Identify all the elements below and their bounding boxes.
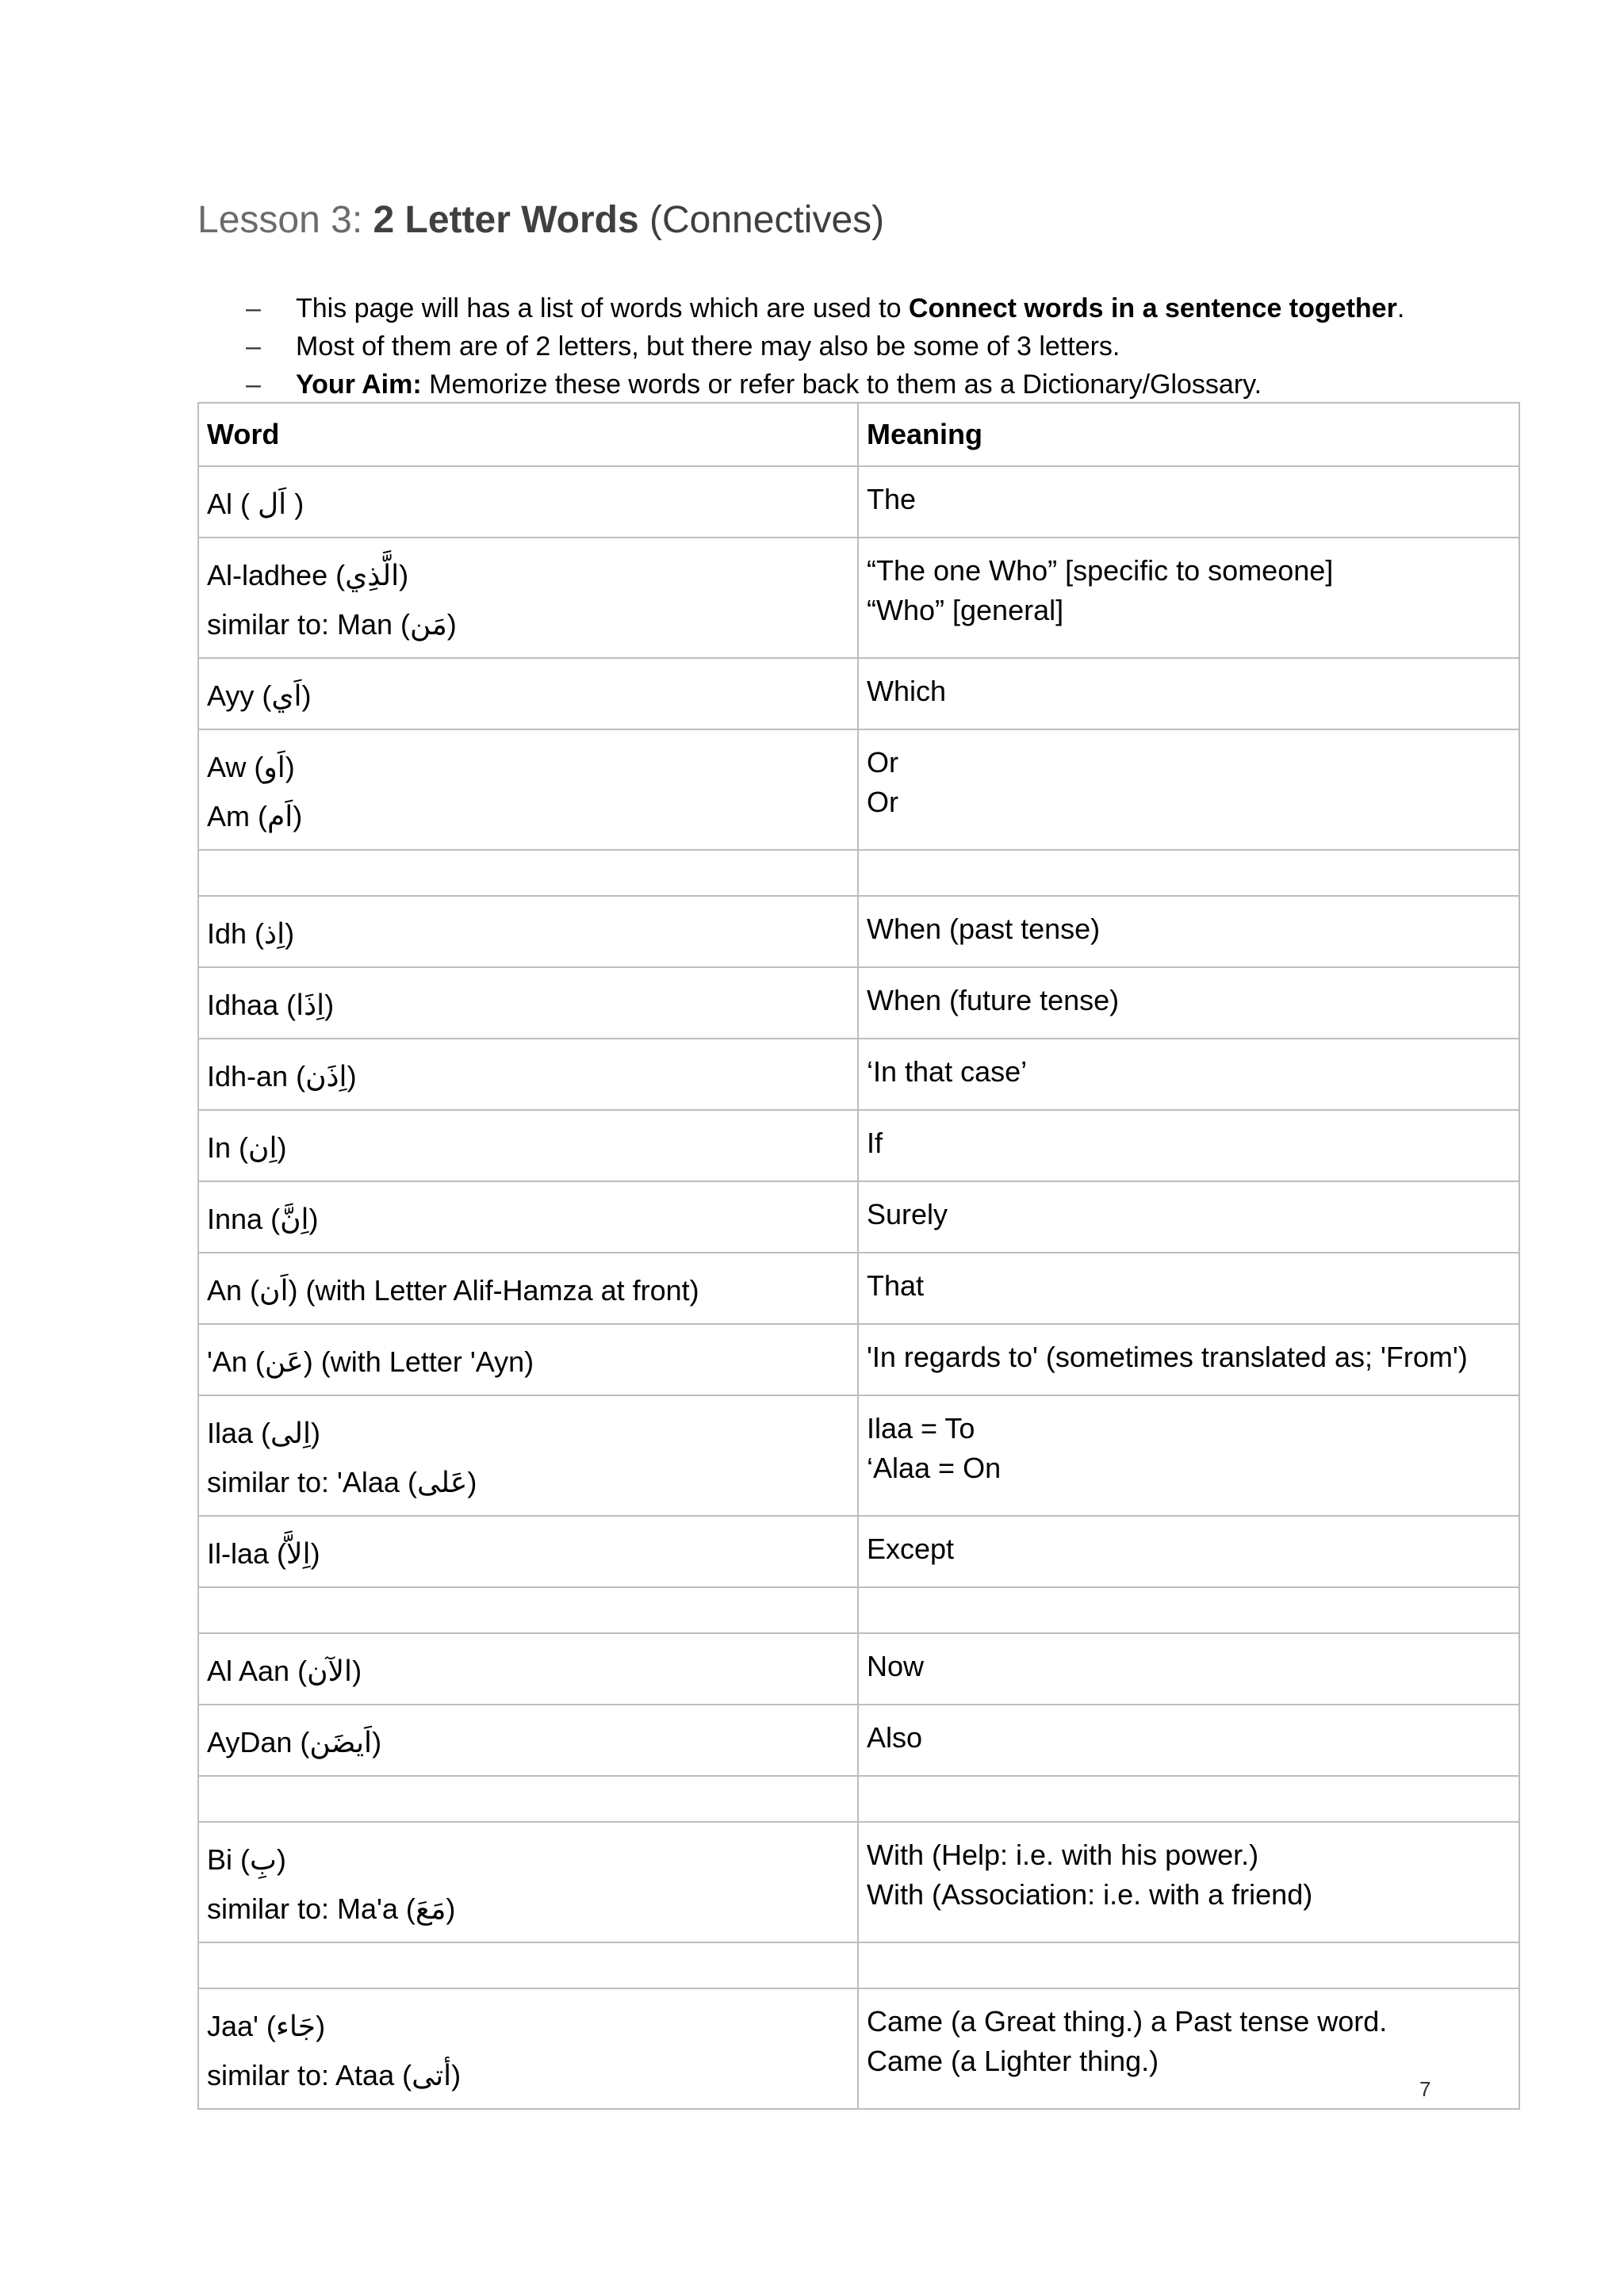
page-number: 7 xyxy=(1419,2077,1431,2101)
meaning-cell xyxy=(858,967,1519,1039)
column-header-meaning: Meaning xyxy=(858,403,1519,466)
table-row xyxy=(198,967,1519,1039)
word-text: Idhaa (اِذَا) xyxy=(207,989,335,1021)
lesson-title xyxy=(197,198,884,242)
vocabulary-table xyxy=(197,402,1520,2110)
word-cell xyxy=(198,1776,858,1822)
table-row xyxy=(198,729,1519,850)
bullet-dash-icon: – xyxy=(246,369,261,400)
word-text: Aw (اَو) xyxy=(207,751,295,783)
word-text: Al-ladhee (الَّذِي) xyxy=(207,559,409,591)
word-text: 'An (عَن) (with Letter 'Ayn) xyxy=(207,1345,534,1378)
table-row xyxy=(198,1324,1519,1395)
word-text: An (اَن) (with Letter Alif-Hamza at front) xyxy=(207,1274,699,1307)
meaning-text: When (past tense) xyxy=(867,913,1101,945)
word-text: Idh (اِذ) xyxy=(207,917,295,950)
word-cell xyxy=(198,850,858,896)
table-row xyxy=(198,1253,1519,1324)
word-text: similar to: Ataa (أتى) xyxy=(207,2059,462,2091)
word-text: Al ( اَل ) xyxy=(207,488,304,520)
lesson-title-prefix: Lesson 3: xyxy=(197,199,373,241)
table-row xyxy=(198,1039,1519,1110)
meaning-cell xyxy=(858,1633,1519,1705)
meaning-text: That xyxy=(867,1269,925,1302)
table-row xyxy=(198,1705,1519,1776)
bullet-item xyxy=(246,289,1404,327)
meaning-cell xyxy=(858,1516,1519,1587)
meaning-text: The xyxy=(867,483,917,515)
word-cell xyxy=(198,1395,858,1516)
word-text: Bi (بِ) xyxy=(207,1843,286,1876)
bullet-text: Memorize these words or refer back to them as a Dictionary/Glossary. xyxy=(421,369,1262,400)
word-text: similar to: 'Alaa (عَلى) xyxy=(207,1466,477,1498)
meaning-text: Also xyxy=(867,1721,923,1754)
meaning-cell xyxy=(858,1705,1519,1776)
table-row xyxy=(198,538,1519,658)
meaning-cell xyxy=(858,1776,1519,1822)
meaning-cell xyxy=(858,1039,1519,1110)
word-cell xyxy=(198,1705,858,1776)
meaning-text: When (future tense) xyxy=(867,984,1120,1016)
table-header-row xyxy=(198,403,1519,466)
table-row xyxy=(198,658,1519,729)
table-row xyxy=(198,1633,1519,1705)
table-row xyxy=(198,1395,1519,1516)
word-text: Am (اَم) xyxy=(207,800,303,832)
word-cell xyxy=(198,1942,858,1988)
word-text: similar to: Ma'a (مَعَ) xyxy=(207,1892,456,1925)
meaning-cell xyxy=(858,896,1519,967)
meaning-text: With (Association: i.e. with a friend) xyxy=(867,1878,1313,1911)
bullet-item xyxy=(246,327,1404,365)
meaning-text: Surely xyxy=(867,1198,948,1230)
word-text: Il-laa (اِلاَّ) xyxy=(207,1537,320,1570)
meaning-cell xyxy=(858,1253,1519,1324)
meaning-cell xyxy=(858,1587,1519,1633)
word-cell xyxy=(198,896,858,967)
table-row xyxy=(198,1776,1519,1822)
meaning-text: ‘Alaa = On xyxy=(867,1452,1002,1484)
word-cell xyxy=(198,1587,858,1633)
table-row xyxy=(198,1942,1519,1988)
table-row xyxy=(198,1822,1519,1942)
meaning-text: Except xyxy=(867,1533,955,1565)
word-text: AyDan (اَيضَن) xyxy=(207,1726,382,1758)
meaning-cell xyxy=(858,1110,1519,1181)
word-cell xyxy=(198,1039,858,1110)
meaning-text: Came (a Great thing.) a Past tense word. xyxy=(867,2005,1388,2038)
meaning-cell xyxy=(858,1942,1519,1988)
meaning-text: With (Help: i.e. with his power.) xyxy=(867,1839,1259,1871)
meaning-text: Or xyxy=(867,786,898,818)
meaning-text: Came (a Lighter thing.) xyxy=(867,2045,1159,2077)
word-cell xyxy=(198,1110,858,1181)
meaning-text: Now xyxy=(867,1650,925,1682)
word-cell xyxy=(198,1516,858,1587)
intro-bullet-list xyxy=(246,289,1404,404)
word-text: Idh-an (اِذَن) xyxy=(207,1060,357,1093)
word-text: Inna (اِنَّ) xyxy=(207,1203,319,1235)
column-header-word: Word xyxy=(198,403,858,466)
word-text: Jaa' (جَاء) xyxy=(207,2010,326,2042)
word-text: In (اِن) xyxy=(207,1131,287,1164)
meaning-cell xyxy=(858,538,1519,658)
table-row xyxy=(198,1516,1519,1587)
meaning-cell xyxy=(858,850,1519,896)
word-cell xyxy=(198,1988,858,2109)
lesson-title-suffix: (Connectives) xyxy=(638,199,885,241)
word-text: Ayy (اَي) xyxy=(207,679,312,712)
meaning-cell xyxy=(858,466,1519,538)
word-cell xyxy=(198,538,858,658)
table-row xyxy=(198,1587,1519,1633)
bullet-item xyxy=(246,365,1404,404)
meaning-text: “The one Who” [specific to someone] xyxy=(867,554,1334,587)
word-cell xyxy=(198,1181,858,1253)
word-text: Ilaa (اِلى) xyxy=(207,1417,321,1449)
bullet-bold-text: Your Aim: xyxy=(296,369,422,400)
bullet-text: This page will has a list of words which are used to xyxy=(296,293,909,323)
word-cell xyxy=(198,729,858,850)
word-cell xyxy=(198,1324,858,1395)
word-cell xyxy=(198,466,858,538)
table-row xyxy=(198,1988,1519,2109)
meaning-text: 'In regards to' (sometimes translated as; 'From') xyxy=(867,1341,1468,1373)
table-row xyxy=(198,850,1519,896)
word-cell xyxy=(198,967,858,1039)
meaning-cell xyxy=(858,1822,1519,1942)
meaning-text: If xyxy=(867,1127,883,1159)
table-row xyxy=(198,1110,1519,1181)
bullet-dash-icon: – xyxy=(246,331,261,362)
table-body xyxy=(198,466,1519,2109)
word-cell xyxy=(198,658,858,729)
meaning-text: ‘In that case’ xyxy=(867,1055,1028,1088)
meaning-text: Ilaa = To xyxy=(867,1412,975,1445)
meaning-cell xyxy=(858,658,1519,729)
word-cell xyxy=(198,1253,858,1324)
meaning-text: Which xyxy=(867,675,947,707)
meaning-cell xyxy=(858,1324,1519,1395)
word-cell xyxy=(198,1633,858,1705)
table-row xyxy=(198,1181,1519,1253)
meaning-cell xyxy=(858,729,1519,850)
bullet-dash-icon: – xyxy=(246,293,261,323)
word-cell xyxy=(198,1822,858,1942)
bullet-text: . xyxy=(1396,293,1405,323)
meaning-cell xyxy=(858,1395,1519,1516)
word-text: Al Aan (الآن) xyxy=(207,1655,362,1687)
bullet-bold-text: Connect words in a sentence together xyxy=(908,293,1397,323)
bullet-text: Most of them are of 2 letters, but there may also be some of 3 letters. xyxy=(296,331,1120,362)
meaning-text: “Who” [general] xyxy=(867,594,1064,626)
table-row xyxy=(198,896,1519,967)
table-row xyxy=(198,466,1519,538)
meaning-text: Or xyxy=(867,746,898,779)
lesson-title-bold: 2 Letter Words xyxy=(373,199,639,241)
meaning-cell xyxy=(858,1181,1519,1253)
word-text: similar to: Man (مَن) xyxy=(207,608,457,641)
